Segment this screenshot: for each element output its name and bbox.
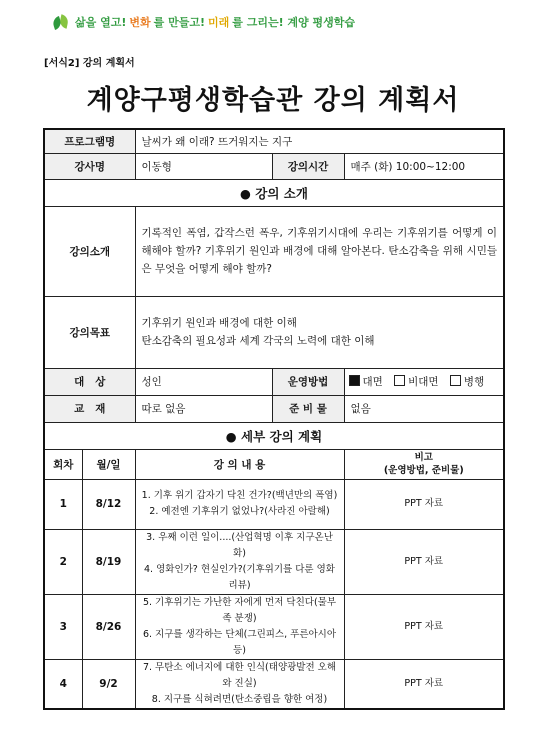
goal-label: 강의목표: [44, 296, 135, 368]
method-options: [344, 368, 504, 395]
method-option-online[interactable]: 비대면: [394, 376, 438, 388]
slogan-part2: 변화: [129, 16, 151, 29]
content-cell: 1. 기후 위기 갑자기 닥친 건가?(백년만의 폭염) 2. 예전엔 기후위기 없었나?(사라진 아랄해): [135, 479, 344, 529]
content-cell: 7. 무탄소 에너지에 대한 인식(태양광발전 오해와 진실) 8. 지구를 식혀려면(탄소중립을 향한 여정): [135, 659, 344, 709]
goal-line-2: 탄소감축의 필요성과 세계 각국의 노력에 대한 이해: [141, 335, 375, 347]
form-label: [서식2] 강의 계획서: [44, 58, 135, 69]
target-value: 성인: [135, 368, 272, 395]
time-value: 매주 (화) 10:00~12:00: [344, 153, 504, 179]
slogan-part5: 를 그리는! 계양 평생학습: [232, 16, 356, 29]
schedule-header-note: 비고 (운영방법, 준비물): [344, 449, 504, 479]
slogan-part1: 삶을 열고!: [75, 16, 127, 29]
material-label: 교 재: [44, 395, 135, 422]
material-value: 따로 없음: [135, 395, 272, 422]
checkbox-empty-icon: [394, 375, 405, 386]
round-cell: 4: [44, 659, 82, 709]
slogan-part4: 미래: [207, 16, 230, 29]
goal-line-1: 기후위기 원인과 배경에 대한 이해: [141, 317, 297, 329]
intro-label: 강의소개: [44, 206, 135, 296]
schedule-header-date: 월/일: [82, 449, 135, 479]
method-option-offline[interactable]: 대면: [349, 376, 383, 388]
round-cell: 3: [44, 594, 82, 659]
method-label: 운영방법: [272, 368, 344, 395]
round-cell: 1: [44, 479, 82, 529]
method-option-hybrid[interactable]: 병행: [450, 376, 484, 388]
date-cell: 8/26: [82, 594, 135, 659]
content-cell: 5. 기후위기는 가난한 자에게 먼저 닥친다(물부족 분쟁) 6. 지구를 생각하는 단체(그린피스, 푸른아시아 등): [135, 594, 344, 659]
page-title: 계양구평생학습관 강의 계획서: [86, 85, 460, 116]
slogan-part3: 를 만들고!: [153, 16, 205, 29]
intro-text: 기록적인 폭염, 갑작스런 폭우, 기후위기시대에 우리는 기후위기를 어떻게 이해해야 할까? 기후위기 원인과 배경에 대해 알아본다. 탄소감축을 위해 시민들은 무엇을 어떻게 해야 할까?: [135, 206, 504, 296]
date-cell: 8/12: [82, 479, 135, 529]
note-cell: PPT 자료: [344, 479, 504, 529]
checkbox-empty-icon: [450, 375, 461, 386]
leaf-logo-icon: [52, 14, 70, 30]
target-label: 대 상: [44, 368, 135, 395]
schedule-header-content: 강 의 내 용: [135, 449, 344, 479]
round-cell: 2: [44, 529, 82, 594]
date-cell: 9/2: [82, 659, 135, 709]
table-row: [44, 529, 504, 594]
section-schedule-heading: ● 세부 강의 계획: [44, 422, 504, 449]
content-cell: 3. 우째 이런 일이....(산업혁명 이후 지구온난화) 4. 영화인가? 현실인가?(기후위기를 다룬 영화 리뷰): [135, 529, 344, 594]
note-cell: PPT 자료: [344, 594, 504, 659]
note-cell: PPT 자료: [344, 529, 504, 594]
date-cell: 8/19: [82, 529, 135, 594]
slogan-banner: [52, 14, 355, 30]
prep-label: 준 비 물: [272, 395, 344, 422]
table-row: [44, 659, 504, 709]
section-intro-heading: ● 강의 소개: [44, 179, 504, 206]
instructor-label: 강사명: [44, 153, 135, 179]
table-row: [44, 594, 504, 659]
schedule-header-round: 회차: [44, 449, 82, 479]
note-cell: PPT 자료: [344, 659, 504, 709]
table-row: [44, 479, 504, 529]
prep-value: 없음: [344, 395, 504, 422]
instructor-value: 이동형: [135, 153, 272, 179]
program-label: 프로그램명: [44, 129, 135, 153]
lecture-plan-table: [43, 128, 505, 710]
time-label: 강의시간: [272, 153, 344, 179]
program-value: 날씨가 왜 이래? 뜨거워지는 지구: [135, 129, 504, 153]
checkbox-checked-icon: [349, 375, 360, 386]
